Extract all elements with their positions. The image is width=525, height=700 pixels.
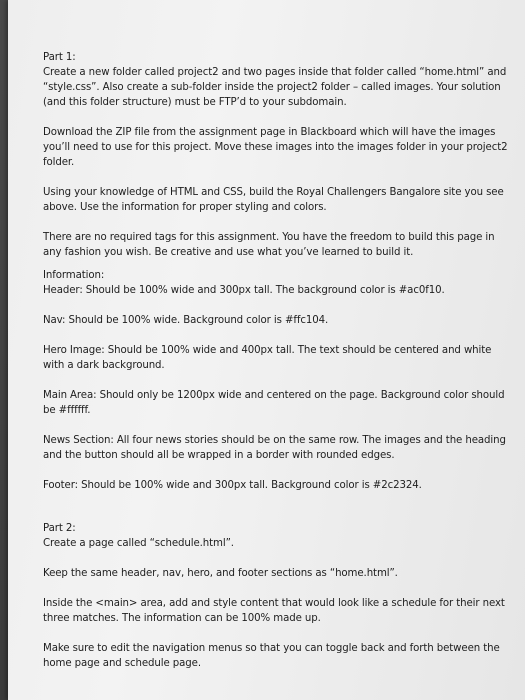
info-hero: Hero Image: Should be 100% wide and 400px tall. The text should be centered and white with a dark background.: [43, 345, 492, 371]
info-news: News Section: All four news stories should be on the same row. The images and the heading and the button should all be wrapped in a border with rounded edges.: [43, 435, 506, 461]
part2-heading: Part 2:: [43, 523, 76, 534]
part1-intro: Create a new folder called project2 and two pages inside that folder called “home.html” and “style.css”. Also create a sub-folder inside the project2 folder – called images. Your solution (and this folder structure) must be FTP’d to your subdomain.: [43, 67, 507, 108]
part1-build: Using your knowledge of HTML and CSS, build the Royal Challengers Bangalore site you see above. Use the information for proper styling and colors.: [43, 187, 504, 213]
info-main: Main Area: Should only be 1200px wide and centered on the page. Background color should be #ffffff.: [43, 390, 505, 416]
information-heading: Information:: [43, 270, 105, 281]
part2-inside: Inside the <main> area, add and style content that would look like a schedule for their next three matches. The information can be 100% made up.: [43, 598, 505, 624]
part2-create: Create a page called “schedule.html”.: [43, 538, 234, 549]
info-nav: Nav: Should be 100% wide. Background color is #ffc104.: [43, 315, 329, 326]
part1-download: Download the ZIP file from the assignment page in Blackboard which will have the images you’ll need to use for this project. Move these images into the images folder in your project2 folder.: [43, 127, 508, 168]
part2-navigation: Make sure to edit the navigation menus so that you can toggle back and forth between the home page and schedule page.: [43, 643, 500, 669]
info-footer: Footer: Should be 100% wide and 300px tall. Background color is #2c2324.: [43, 480, 422, 491]
part1-freedom: There are no required tags for this assignment. You have the freedom to build this page in any fashion you wish. Be creative and use what you’ve learned to build it.: [43, 232, 495, 258]
assignment-sheet: [8, 0, 525, 700]
part1-heading: Part 1:: [43, 52, 76, 63]
part2-keep: Keep the same header, nav, hero, and footer sections as “home.html”.: [43, 568, 398, 579]
assignment-text: [43, 50, 513, 686]
info-header: Header: Should be 100% wide and 300px tall. The background color is #ac0f10.: [43, 285, 445, 296]
